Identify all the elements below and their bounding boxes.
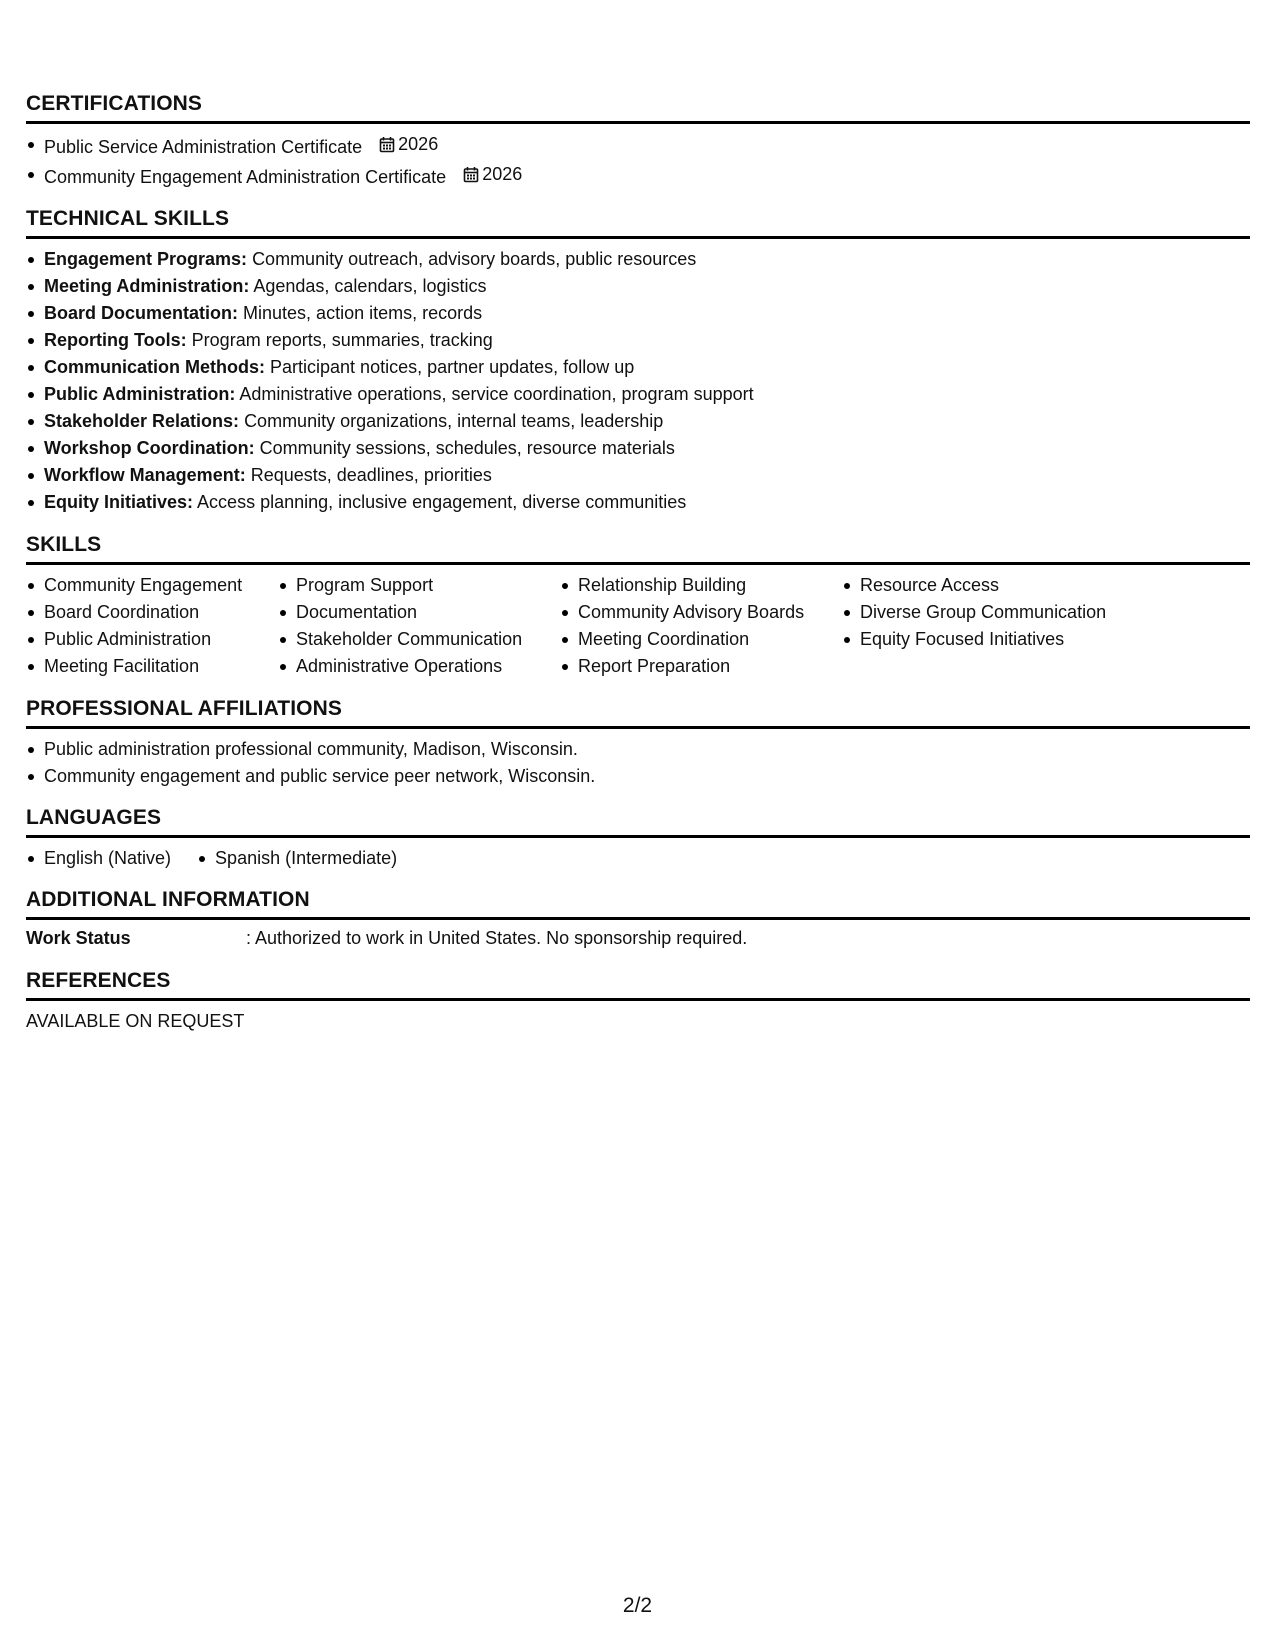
page-number: 2/2 [622,1594,653,1617]
technical-skill-item [26,381,1250,408]
affiliation-item: Public administration professional community, Madison, Wisconsin. [26,736,1250,763]
certifications-list [26,131,1250,191]
section-title: TECHNICAL SKILLS [26,207,1250,239]
skill-category: Workflow Management: [44,465,246,485]
technical-skill-item [26,246,1250,273]
skill-detail: Requests, deadlines, priorities [250,465,492,485]
additional-information-section [26,888,1250,952]
skill-detail: Administrative operations, service coordination, program support [239,384,754,404]
skill-item: Meeting Facilitation [26,653,278,680]
section-title: PROFESSIONAL AFFILIATIONS [26,697,1250,729]
skill-category: Stakeholder Relations: [44,411,240,431]
skill-detail: Program reports, summaries, tracking [191,330,493,350]
skill-detail: Community organizations, internal teams, leadership [244,411,664,431]
skill-item: Public Administration [26,626,278,653]
skills-column [278,572,560,680]
calendar-icon [379,136,395,153]
work-status-value: : Authorized to work in United States. No sponsorship required. [246,928,748,948]
skill-item: Equity Focused Initiatives [842,626,1142,653]
skills-grid [26,572,1250,680]
references-section [26,969,1250,1035]
technical-skill-item [26,354,1250,381]
section-title: LANGUAGES [26,806,1250,838]
skills-column [842,572,1142,680]
technical-skill-item [26,408,1250,435]
skill-item: Program Support [278,572,560,599]
skill-category: Public Administration: [44,384,236,404]
skill-item: Meeting Coordination [560,626,842,653]
skill-category: Equity Initiatives: [44,492,194,512]
language-item: Spanish (Intermediate) [197,845,397,872]
languages-list [26,845,1250,872]
skill-category: Meeting Administration: [44,276,250,296]
certifications-section [26,92,1250,191]
affiliations-section [26,697,1250,790]
skill-detail: Access planning, inclusive engagement, diverse communities [197,492,687,512]
skill-item: Documentation [278,599,560,626]
skill-detail: Participant notices, partner updates, follow up [270,357,635,377]
skill-category: Communication Methods: [44,357,265,377]
technical-skills-section [26,207,1250,516]
skill-item: Resource Access [842,572,1142,599]
language-item: English (Native) [26,845,171,872]
work-status-label: Work Status [26,928,131,948]
skill-item: Community Engagement [26,572,278,599]
skills-section [26,533,1250,680]
skill-item: Report Preparation [560,653,842,680]
affiliations-list [26,736,1250,790]
section-title: REFERENCES [26,969,1250,1001]
references-text: AVAILABLE ON REQUEST [26,1011,245,1031]
section-title: CERTIFICATIONS [26,92,1250,124]
languages-section [26,806,1250,872]
skill-item: Diverse Group Communication [842,599,1142,626]
certification-year: 2026 [482,164,523,184]
certification-year: 2026 [398,134,439,154]
technical-skill-item [26,300,1250,327]
certification-name: Public Service Administration Certificate [44,137,363,157]
skill-item: Administrative Operations [278,653,560,680]
certification-name: Community Engagement Administration Certificate [44,167,447,187]
skill-detail: Community sessions, schedules, resource materials [259,438,675,458]
skill-detail: Minutes, action items, records [243,303,483,323]
skill-detail: Agendas, calendars, logistics [253,276,487,296]
skill-category: Board Documentation: [44,303,239,323]
resume-page [26,92,1250,1035]
skill-item: Board Coordination [26,599,278,626]
technical-skill-item [26,273,1250,300]
certification-date [463,161,522,188]
skill-item: Relationship Building [560,572,842,599]
certification-item [26,131,1250,161]
certification-item [26,161,1250,191]
skill-category: Engagement Programs: [44,249,248,269]
technical-skill-item [26,462,1250,489]
section-title: SKILLS [26,533,1250,565]
skill-category: Workshop Coordination: [44,438,255,458]
skills-column [26,572,278,680]
calendar-icon [463,166,479,183]
affiliation-item: Community engagement and public service peer network, Wisconsin. [26,763,1250,790]
certification-date [379,131,438,158]
technical-skills-list [26,246,1250,516]
section-title: ADDITIONAL INFORMATION [26,888,1250,920]
skill-item: Community Advisory Boards [560,599,842,626]
technical-skill-item [26,327,1250,354]
skills-column [560,572,842,680]
skill-detail: Community outreach, advisory boards, public resources [252,249,697,269]
technical-skill-item [26,489,1250,516]
technical-skill-item [26,435,1250,462]
skill-item: Stakeholder Communication [278,626,560,653]
work-status-row [26,925,1250,952]
skill-category: Reporting Tools: [44,330,187,350]
